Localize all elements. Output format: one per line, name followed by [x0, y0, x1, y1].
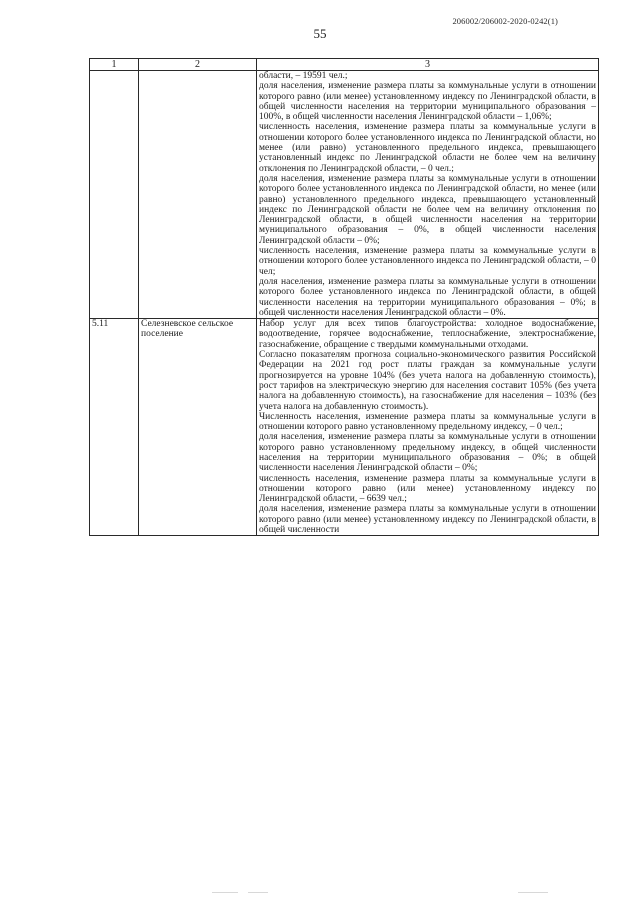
- scan-footer-marks: [0, 888, 640, 898]
- header-col-3: 3: [257, 59, 599, 71]
- text-paragraph: доля населения, изменение размера платы за коммунальные услуги в отношении которого равно (или менее) установленному индексу по Ленинградской области, в общей численности населения на территории муниципального образования – 100%, в общей численности населения Ленинградской области – 1,06%;: [259, 81, 596, 123]
- main-table: [89, 58, 599, 536]
- text-paragraph: доля населения, изменение размера платы за коммунальные услуги в отношении которого более установленного индекса по Ленинградской области, в общей численности населения на территории муниципального образования – 0%; в общей численности населения Ленинградской области – 0%.: [259, 276, 596, 318]
- settlement-name: Селезневское сельское поселение: [139, 319, 257, 536]
- text-paragraph: доля населения, изменение размера платы за коммунальные услуги в отношении которого равно (или менее) установленному индексу по Ленинградской области, в общей численности: [259, 504, 596, 536]
- header-col-2: 2: [139, 59, 257, 71]
- text-paragraph: численность населения, изменение размера платы за коммунальные услуги в отношении которого более установленного индекса по Ленинградской области, но менее (или равно) установленного предельного индекса, превышающего установленный индекс по Ленинградской области не более чем на величину отклонения по Ленинградской области, – 0 чел.;: [259, 122, 596, 174]
- row-text-cell-continuation: [257, 71, 599, 319]
- text-paragraph: доля населения, изменение размера платы за коммунальные услуги в отношении которого равно установленному предельному индексу, в общей численности населения на территории муниципального образования – 0%; в общей численности населения Ленинградской области – 0%;: [259, 432, 596, 474]
- page-number: 55: [313, 26, 327, 41]
- scan-mark: [248, 892, 268, 893]
- text-paragraph: Согласно показателям прогноза социально-экономического развития Российской Федерации на 2021 год рост платы граждан за коммунальные услуги прогнозируется на уровне 104% (без учета налога на добавленную стоимость), рост тарифов на электрическую энергию для населения составит 105% (без учета налога на добавленную стоимость), на газоснабжение для населения – 103% (без учета налога на добавленную стоимость).: [259, 350, 596, 412]
- row-text-cell: [257, 319, 599, 536]
- row-number-cell-empty: [90, 71, 139, 319]
- text-paragraph: области, – 19591 чел.;: [259, 71, 348, 81]
- scan-mark: [212, 892, 238, 893]
- document-code: 206002/206002-2020-0242(1): [452, 16, 558, 26]
- table-row-continuation: [90, 71, 599, 319]
- text-paragraph: доля населения, изменение размера платы за коммунальные услуги в отношении которого более установленного индекса по Ленинградской области, но менее (или равно) установленного предельного индекса, превышающего установленный индекс по Ленинградской области не более чем на величину отклонения по Ленинградской области, в общей численности населения на территории муниципального образования – 0%, в общей численности населения Ленинградской области – 0%;: [259, 173, 596, 246]
- row-number: 5.11: [90, 319, 139, 536]
- table-row-5-11: [90, 319, 599, 536]
- header-col-1: 1: [90, 59, 139, 71]
- text-paragraph: численность населения, изменение размера платы за коммунальные услуги в отношении которого более установленного индекса по Ленинградской области, – 0 чел;: [259, 246, 596, 277]
- text-paragraph: Численность населения, изменение размера платы за коммунальные услуги в отношении которого равно установленному предельному индексу, – 0 чел.;: [259, 411, 596, 433]
- scan-mark: [518, 892, 548, 893]
- row-name-cell-empty: [139, 71, 257, 319]
- text-paragraph: численность населения, изменение размера платы за коммунальные услуги в отношении которого равно (или менее) установленному индексу по Ленинградской области, – 6639 чел.;: [259, 473, 596, 505]
- text-paragraph: Набор услуг для всех типов благоустройства: холодное водоснабжение, водоотведение, горячее водоснабжение, теплоснабжение, электроснабжение, газоснабжение, обращение с твердыми коммунальными отходами.: [259, 319, 596, 350]
- table-header-row: [90, 59, 599, 71]
